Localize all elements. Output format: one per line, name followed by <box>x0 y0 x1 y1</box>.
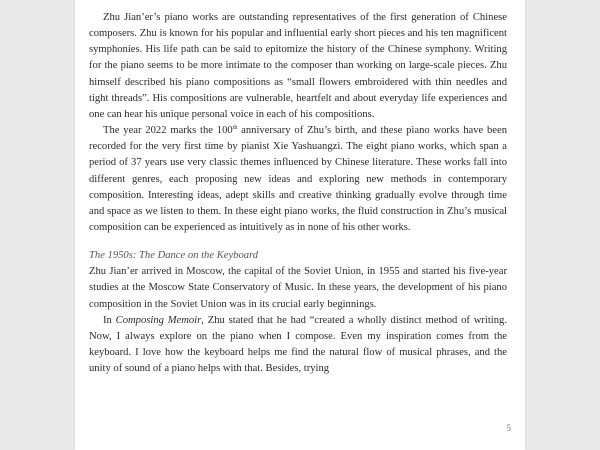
memoir-text-start: In <box>103 314 116 326</box>
paragraph-composing-memoir <box>89 313 507 378</box>
book-title: Composing Memoir <box>115 314 202 326</box>
page-number: 5 <box>506 423 511 433</box>
anniversary-text-start: The year 2022 marks the 100 <box>103 125 233 137</box>
paragraph-moscow: Zhu Jian’er arrived in Moscow, the capital of the Soviet Union, in 1955 and started his five-year studies at the Moscow State Conservatory of Music. In these years, the development of his piano composition in the Soviet Union was in its crucial early beginnings. <box>89 266 507 310</box>
document-page <box>75 0 525 450</box>
ordinal-superscript: th <box>232 125 238 132</box>
anniversary-text-rest: anniversary of Zhu’s birth, and these piano works have been recorded for the very first time by pianist Xie Yashuangzi. The eight piano works, which span a period of 37 years use very classic themes influenced by Chinese literature. These works fall into different genres, each proposing new ideas and exploring new methods in contemporary composition. Interesting ideas, adept skills and creative thinking gradually evolve through time and space as we listen to them. In these eight piano works, the fluid construction in Zhu’s musical composition can be experienced as intuitively as in none of his other works. <box>89 125 508 234</box>
memoir-text-rest: , Zhu stated that he had “created a wholly distinct method of writing. Now, I always explore on the piano when I compose. Even my inspiration comes from the keyboard. I love how the keyboard helps me find the natural flow of musical phrases, and the unity of sound of a piano helps with that. Besides, trying <box>89 314 507 375</box>
paragraph-intro: Zhu Jian’er’s piano works are outstanding representatives of the first generation of Chinese composers. Zhu is known for his popular and influential early short pieces and his ten magnificent symphonies. His life path can be said to epitomize the history of the Chinese symphony. Writing for the piano seems to be more intimate to the composer than working on large-scale pieces. Zhu himself described his piano compositions as “small flowers embroidered with thin needles and tight threads”. His compositions are vulnerable, heartfelt and about everyday life experiences and one can hear his unique personal voice in each of his compositions. <box>89 12 507 120</box>
body-text <box>89 10 507 377</box>
paragraph-anniversary <box>89 123 507 236</box>
section-heading: The 1950s: The Dance on the Keyboard <box>89 250 259 262</box>
